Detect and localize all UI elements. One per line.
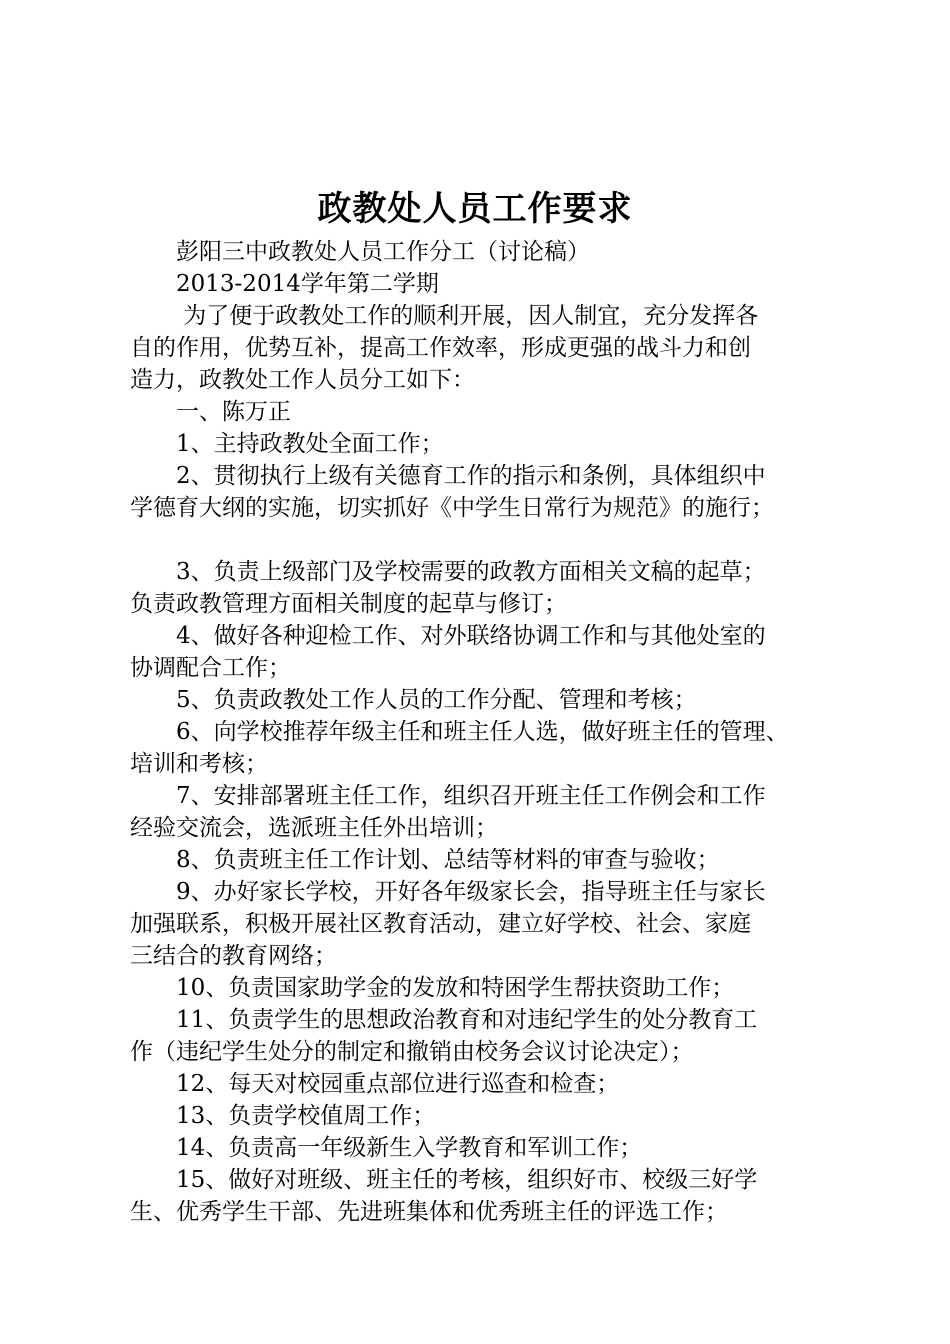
paragraph-line: 加强联系，积极开展社区教育活动，建立好学校、社会、家庭 [130,911,751,937]
paragraph-line: 10、负责国家助学金的发放和特困学生帮扶资助工作； [130,975,735,1001]
paragraph-line: 7、安排部署班主任工作，组织召开班主任工作例会和工作 [130,783,766,809]
paragraph-line: 2、贯彻执行上级有关德育工作的指示和条例，具体组织中 [130,463,766,489]
paragraph-line: 彭阳三中政教处人员工作分工（讨论稿） [130,239,590,265]
document-body [130,236,846,1228]
paragraph-line: 4、做好各种迎检工作、对外联络协调工作和与其他处室的 [130,623,766,649]
paragraph-line: 三结合的教育网络； [130,943,337,969]
paragraph-line: 2013-2014学年第二学期 [130,271,439,297]
paragraph-line: 13、负责学校值周工作； [130,1103,436,1129]
paragraph-line: 负责政教管理方面相关制度的起草与修订； [130,591,567,617]
paragraph-line: 培训和考核； [130,751,268,777]
paragraph-line: 学德育大纲的实施，切实抓好《中学生日常行为规范》的施行； [130,495,774,521]
paragraph-line: 一、陈万正 [130,399,291,425]
paragraph-line: 12、每天对校园重点部位进行巡查和检查； [130,1071,620,1097]
paragraph-line: 9、办好家长学校，开好各年级家长会，指导班主任与家长 [130,879,766,905]
paragraph-line: 11、负责学生的思想政治教育和对违纪学生的处分教育工 [130,1007,758,1033]
paragraph-line: 为了便于政教处工作的顺利开展，因人制宜，充分发挥各 [130,303,759,329]
paragraph-line: 14、负责高一年级新生入学教育和军训工作； [130,1135,643,1161]
paragraph-line: 15、做好对班级、班主任的考核，组织好市、校级三好学 [130,1167,758,1193]
paragraph-line: 协调配合工作； [130,655,291,681]
paragraph-line: 造力，政教处工作人员分工如下： [130,367,475,393]
paragraph-line: 5、负责政教处工作人员的工作分配、管理和考核； [130,687,697,713]
paragraph-line: 自的作用，优势互补，提高工作效率，形成更强的战斗力和创 [130,335,751,361]
paragraph-line: 3、负责上级部门及学校需要的政教方面相关文稿的起草； [130,559,766,585]
document-title: 政教处人员工作要求 [317,189,633,229]
paragraph-line: 生、优秀学生干部、先进班集体和优秀班主任的评选工作； [130,1199,728,1225]
paragraph-line: 经验交流会，选派班主任外出培训； [130,815,498,841]
paragraph-line: 8、负责班主任工作计划、总结等材料的审查与验收； [130,847,720,873]
paragraph-line: 6、向学校推荐年级主任和班主任人选，做好班主任的管理、 [130,719,789,745]
paragraph-line: 作（违纪学生处分的制定和撤销由校务会议讨论决定）； [130,1039,694,1065]
blank-line [130,524,846,556]
paragraph-line: 1、主持政教处全面工作； [130,431,444,457]
